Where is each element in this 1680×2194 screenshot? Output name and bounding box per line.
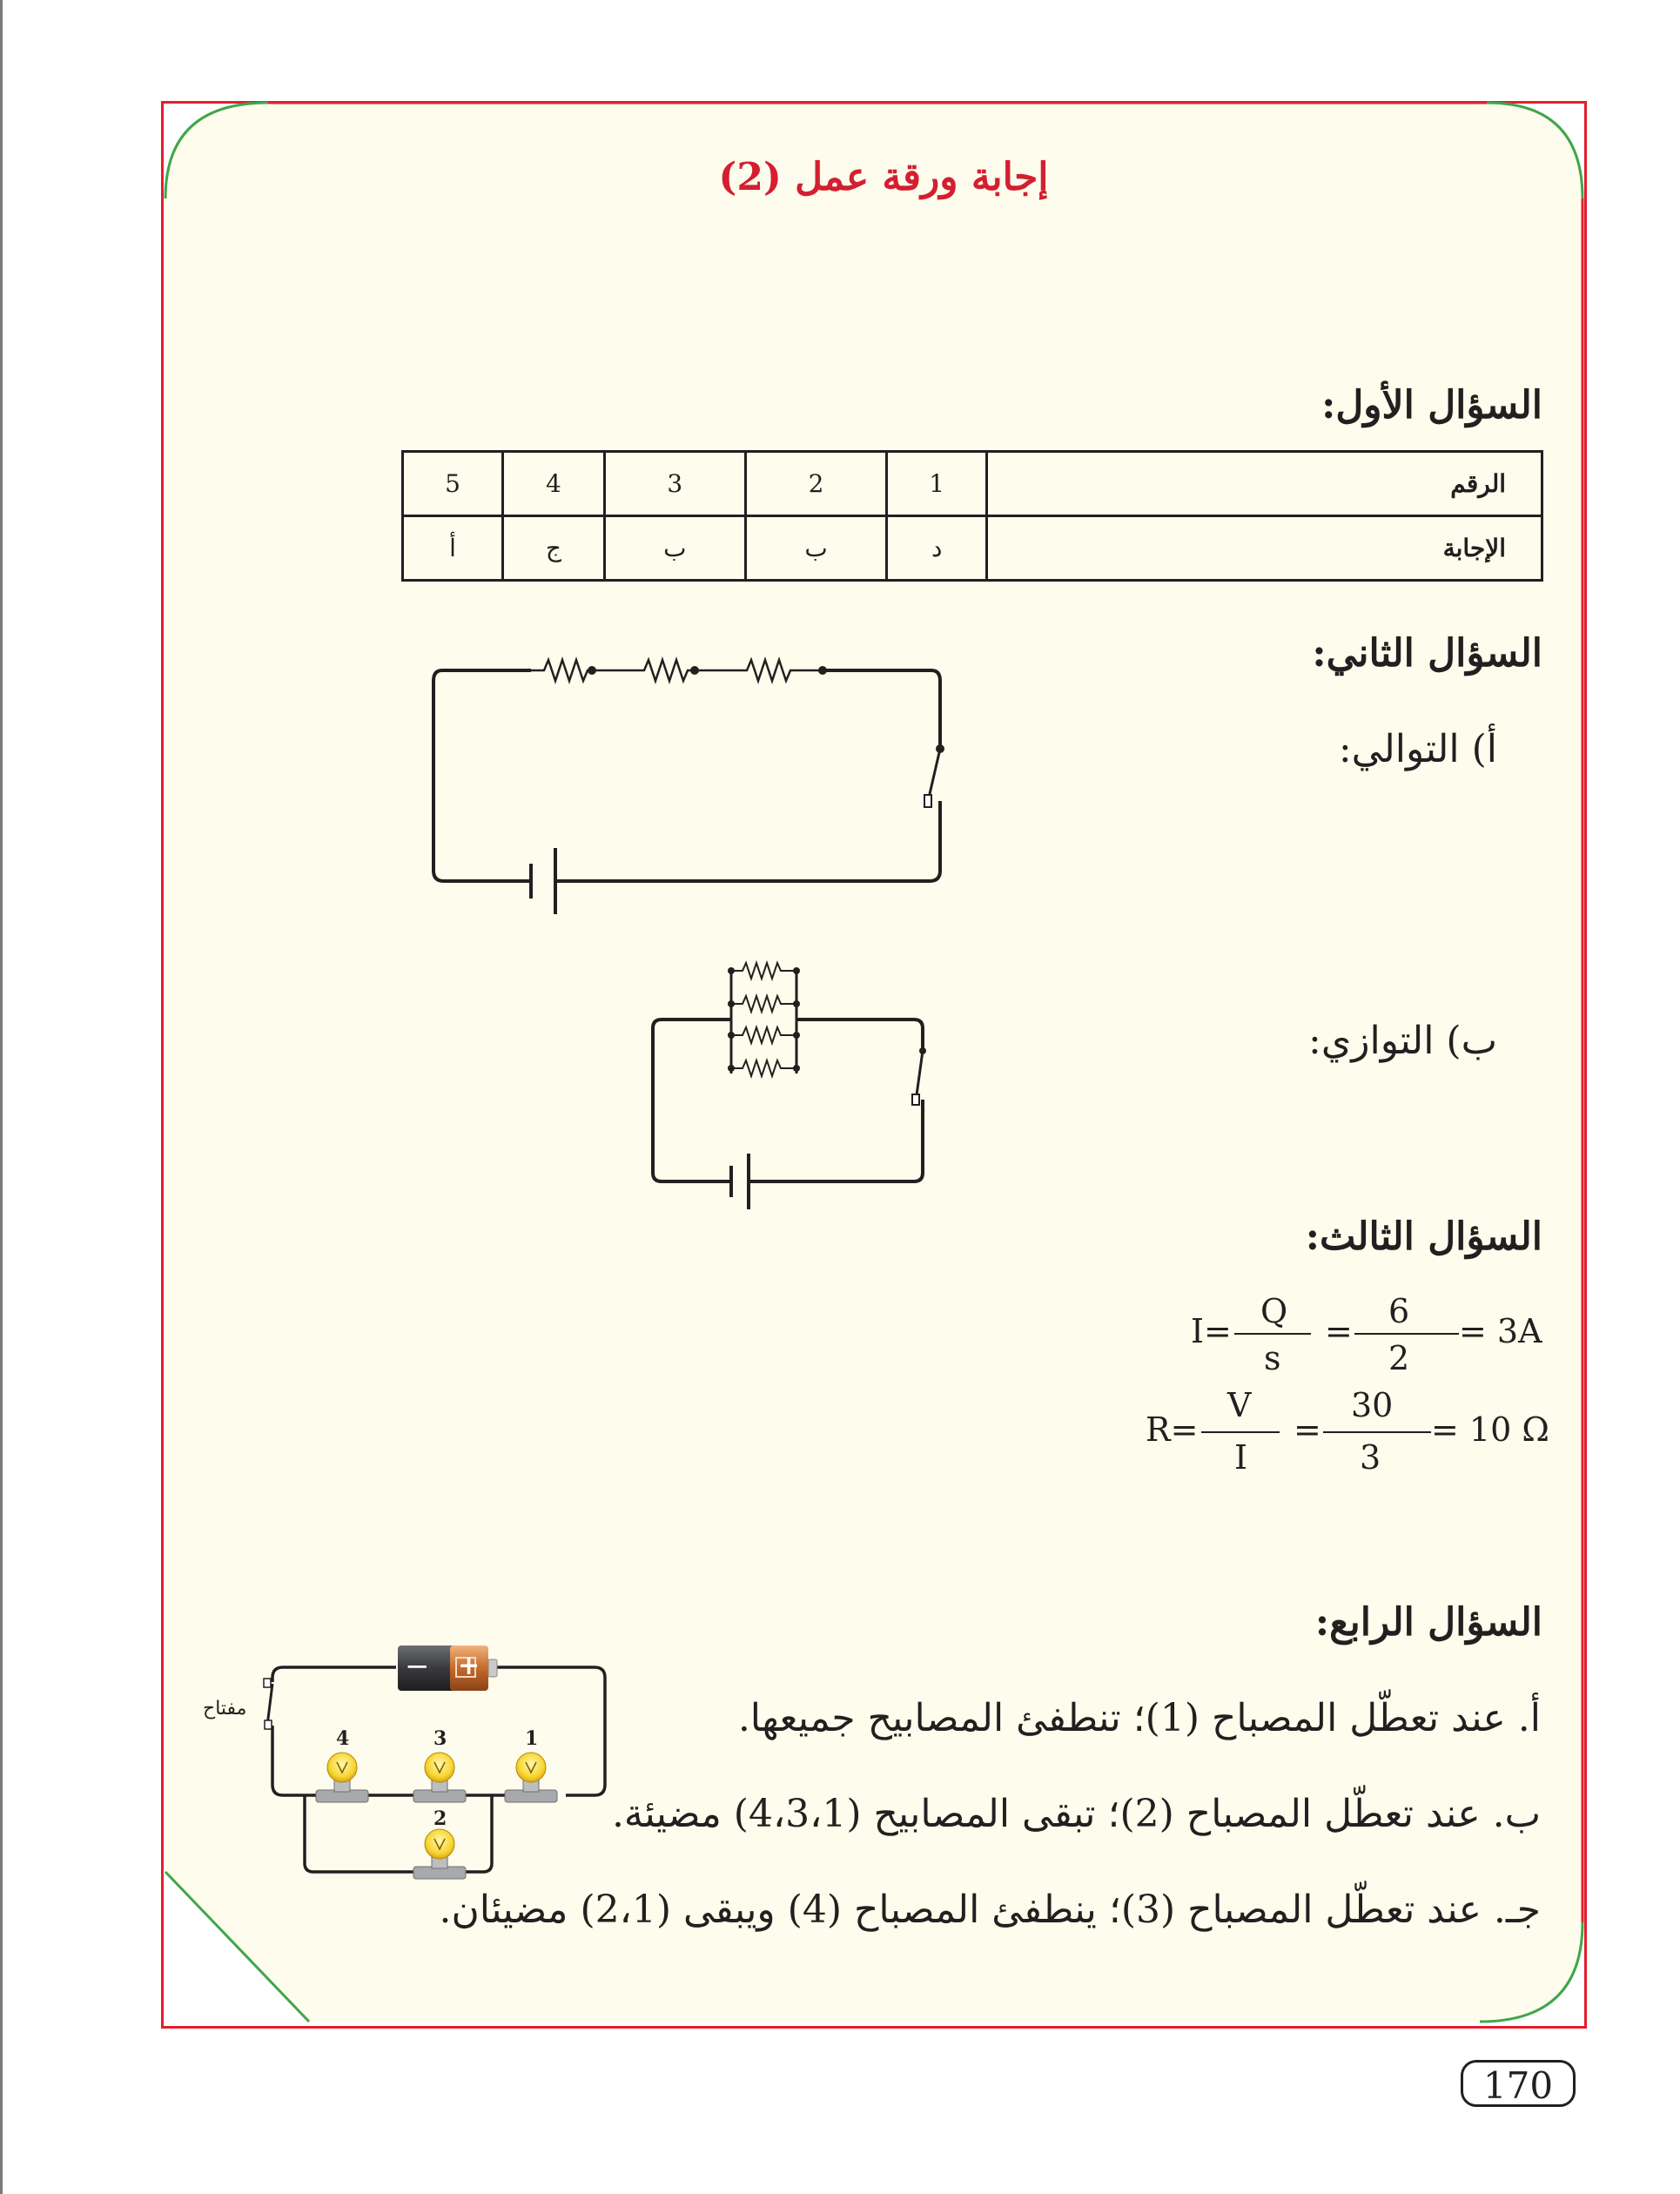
q4-heading: السؤال الرابع:: [1314, 1600, 1542, 1645]
table-cell: ب: [604, 516, 745, 581]
bulb-label-3: 3: [433, 1727, 447, 1750]
current-lhs: I=: [1191, 1312, 1232, 1350]
statement-b: ب. عند تعطّل المصباح (2)؛ تبقى المصابيح (4،3،1) مضيئة.: [611, 1792, 1541, 1836]
bulb-4: [316, 1753, 368, 1802]
page-number: 170: [1461, 2060, 1576, 2107]
table-cell: 2: [745, 452, 886, 516]
resistance-lhs: R=: [1146, 1410, 1199, 1449]
resistance-numerator-2: 30: [1351, 1386, 1394, 1424]
fraction-bar: [1201, 1431, 1280, 1433]
parallel-circuit-diagram: [644, 945, 940, 1223]
fraction-bar: [1323, 1431, 1431, 1433]
parallel-label: ب) التوازي:: [1308, 1019, 1497, 1063]
table-cell: 3: [604, 452, 745, 516]
current-denominator-1: s: [1264, 1339, 1281, 1377]
table-cell: 5: [403, 452, 503, 516]
bulb-2: [413, 1829, 466, 1879]
battery-minus-label: −: [405, 1649, 430, 1684]
resistance-result: = 10 Ω: [1431, 1410, 1549, 1449]
statement-a: أ. عند تعطّل المصباح (1)؛ تنطفئ المصابيح جميعها.: [737, 1696, 1541, 1740]
bulb-label-1: 1: [525, 1727, 539, 1750]
series-circuit-diagram: [418, 636, 958, 932]
page-title: إجابة ورقة عمل (2): [718, 155, 1049, 199]
table-cell: 4: [503, 452, 604, 516]
bulb-label-4: 4: [336, 1727, 350, 1750]
bulb-label-2: 2: [433, 1807, 447, 1830]
series-label: أ) التوالي:: [1338, 727, 1497, 771]
row-label-answer: الإجابة: [987, 516, 1542, 581]
bulb-3: [413, 1753, 466, 1802]
battery-plus-label: +: [458, 1651, 480, 1681]
resistance-denominator-2: 3: [1360, 1438, 1381, 1477]
table-row: [403, 516, 1542, 581]
fraction-bar: [1234, 1333, 1311, 1335]
table-cell: أ: [403, 516, 503, 581]
current-result: = 3A: [1459, 1312, 1542, 1350]
resistance-numerator-1: V: [1227, 1386, 1252, 1424]
q2-heading: السؤال الثاني:: [1312, 631, 1542, 676]
row-label-number: الرقم: [987, 452, 1542, 516]
table-cell: 1: [887, 452, 987, 516]
current-numerator-2: 6: [1388, 1292, 1410, 1330]
statement-c: جـ. عند تعطّل المصباح (3)؛ ينطفئ المصباح (4) ويبقى (2،1) مضيئان.: [439, 1888, 1541, 1932]
answer-table: [401, 450, 1543, 582]
q1-heading: السؤال الأول:: [1321, 383, 1542, 427]
table-cell: د: [887, 516, 987, 581]
bulb-1: [505, 1753, 557, 1802]
table-cell: ج: [503, 516, 604, 581]
fraction-bar: [1354, 1333, 1459, 1335]
resistance-equals: =: [1294, 1410, 1321, 1449]
current-denominator-2: 2: [1388, 1339, 1410, 1377]
current-numerator-1: Q: [1260, 1292, 1288, 1330]
lamp-circuit-diagram: [196, 1628, 631, 1898]
table-cell: ب: [745, 516, 886, 581]
resistance-denominator-1: I: [1234, 1438, 1248, 1477]
table-row: [403, 452, 1542, 516]
current-equals: =: [1325, 1312, 1353, 1350]
switch-label: مفتاح: [203, 1698, 247, 1720]
q3-heading: السؤال الثالث:: [1305, 1215, 1542, 1259]
